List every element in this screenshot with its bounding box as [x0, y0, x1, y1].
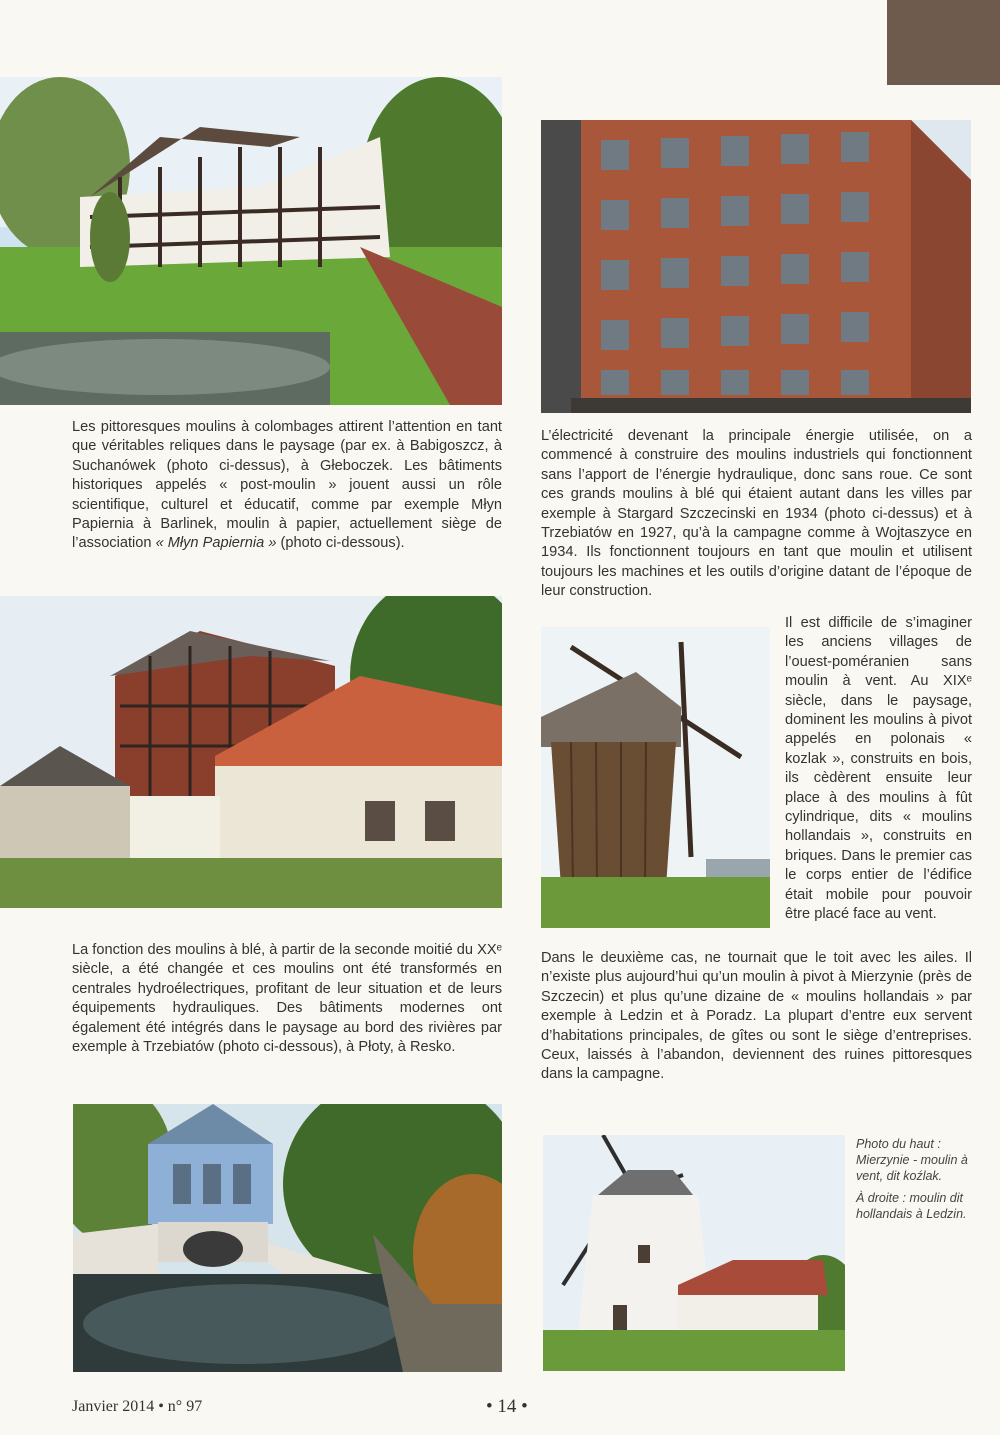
photo-mierzynie-post-mill [541, 627, 770, 928]
corner-tab [887, 0, 1000, 85]
text-block-moulins-a-vent-body: Il est difficile de s’imaginer les anciens villages de l’ouest-poméranien sans moulin à vent. Au XIXᵉ siècle, dans le paysage, dominent les moulins à pivot appelés en polonais « kozlak », construits en bois, ils cèdèrent ensuite leur place à des moulins à fût cylindrique, dits « moulins hollandais », construits en briques. Dans le premier cas le corps entier de l’édifice était mobile pour pouvoir être placé face au vent. [785, 615, 972, 923]
text-block-deuxieme-cas-body: Dans le deuxième cas, ne tournait que le toit avec les ailes. Il n’existe plus aujourd’hui qu’un moulin à pivot à Mierzynie (près de Szczecin) et plus qu’une dizaine de « moulins hollandais » par exemple à Ledzin et à Poradz. La plupart d’entre eux servent d’habitations principales, de gîtes ou sont le siège d’entreprises. Ceux, laissés à l’abandon, deviennent des ruines pittoresques dans la campagne. [541, 950, 972, 1083]
photo-stargard-industrial-mill [541, 120, 971, 413]
text-block-hydroelectriques-body: La fonction des moulins à blé, à partir de la seconde moitié du XXᵉ siècle, a été changée et ces moulins ont été transformés en centrales hydroélectriques, profitant de leur situation et de leurs équipements hydrauliques. Des bâtiments modernes ont également été intégrés dans le paysage au bord des rivières par exemple à Trzebiatów (photo ci-dessous), à Płoty, à Resko. [72, 942, 502, 1056]
photo-caption [856, 1136, 978, 1228]
text-block-hydroelectriques [72, 941, 502, 1057]
photo-trzebiatow-hydro-plant [73, 1104, 502, 1372]
text-block-colombages-main: Les pittoresques moulins à colombages attirent l’attention en tant que véritables reliques dans le paysage (par ex. à Babigoszcz, à Suchanówek (photo ci-dessus), à Głeboczek. Les bâtiments historiques appelés « post-moulin » jouent aussi un rôle scientifique, culturel et éducatif, comme par exemple Młyn Papiernia à Barlinek, moulin à papier, actuellement siège de l’association [72, 419, 502, 552]
footer-issue-date: Janvier 2014 • n° 97 [72, 1398, 203, 1415]
caption-top: Photo du haut : Mierzynie - moulin à vent, dit koźlak. [856, 1137, 968, 1183]
photo-mlyn-papiernia [0, 596, 502, 908]
photo-suchanowek-mill [0, 77, 502, 405]
text-block-electricite [541, 427, 972, 602]
text-block-colombages-italic: « Młyn Papiernia » [155, 535, 277, 552]
text-block-deuxieme-cas [541, 949, 972, 1085]
footer-page-number: • 14 • [486, 1396, 528, 1417]
text-block-moulins-a-vent [785, 614, 972, 925]
text-block-colombages [72, 418, 502, 554]
text-block-colombages-end: (photo ci-dessous). [280, 535, 405, 552]
caption-right: À droite : moulin dit hollandais à Ledzin. [856, 1191, 967, 1221]
text-block-electricite-body: L’électricité devenant la principale énergie utilisée, on a commencé à construire des moulins industriels qui fonctionnent sans l’apport de l’énergie hydraulique, donc sans roue. Ce sont ces grands moulins à blé qui étaient autant dans les villes par exemple à Stargard Szczecinski en 1934 (photo ci-dessus) et à Trzebiatów en 1927, qu’à la campagne comme à Wojtaszyce en 1934. Ils fonctionnent toujours en tant que moulin et utilisent toujours les machines et les outils d’origine datant de l’époque de leur construction. [541, 428, 972, 600]
photo-ledzin-dutch-windmill [543, 1135, 845, 1371]
